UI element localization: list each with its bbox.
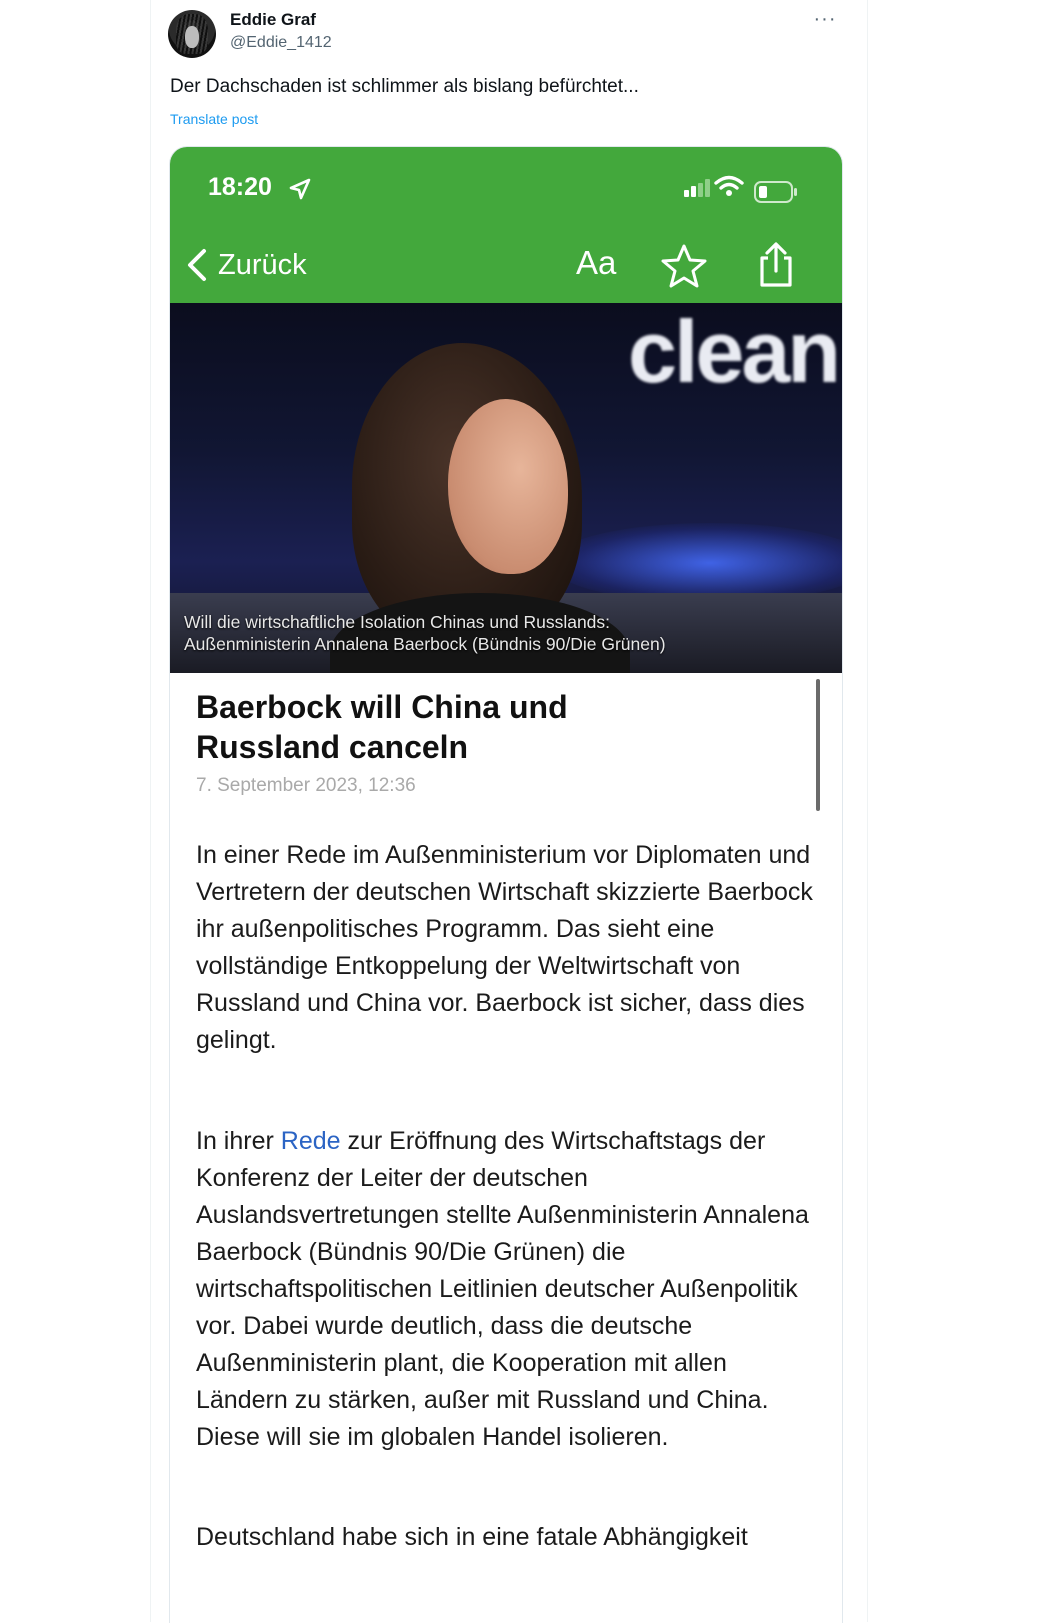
article-body — [170, 673, 842, 1623]
text-size-button[interactable]: Aa — [576, 244, 617, 281]
tweet-media-image[interactable] — [169, 146, 843, 1623]
chevron-left-icon — [184, 247, 214, 283]
article-paragraph: In einer Rede im Außenministerium vor Diplomaten und Vertretern der deutschen Wirtschaft skizzierte Baerbock ihr außenpolitisches Programm. Das sieht eine vollständige Entkoppelung der Weltwirtschaft von Russland und China vor. Baerbock ist sicher, dass dies gelingt. — [196, 841, 813, 1054]
caption-line-2: Außenministerin Annalena Baerbock (Bündnis 90/Die Grünen) — [184, 634, 666, 654]
article-photo — [170, 303, 842, 673]
article-headline: Baerbock will China und Russland canceln — [196, 689, 568, 765]
location-arrow-icon — [288, 177, 312, 201]
star-icon[interactable] — [660, 243, 708, 289]
status-time: 18:20 — [208, 173, 272, 201]
app-nav-bar — [170, 227, 842, 303]
user-handle[interactable]: @Eddie_1412 — [230, 34, 332, 51]
wifi-icon — [714, 175, 744, 197]
rede-link[interactable]: Rede — [280, 1127, 341, 1155]
avatar[interactable] — [168, 10, 216, 58]
more-horizontal-icon[interactable]: ··· — [813, 8, 837, 30]
back-label: Zurück — [218, 248, 307, 281]
display-name[interactable]: Eddie Graf — [230, 10, 316, 29]
article-paragraph: In ihrer Rede zur Eröffnung des Wirtschaftstags der Konferenz der Leiter der deutschen Auslandsvertretungen stellte Außenministerin Annalena Baerbock (Bündnis 90/Die Grünen) die wirtschaftspolitischen Leitlinien deutscher Außenpolitik vor. Dabei wurde deutlich, dass die deutsche Außenministerin plant, die Kooperation mit allen Ländern zu stärken, außer mit Russland und China. Diese will sie im globalen Handel isolieren. — [196, 1127, 809, 1451]
back-button[interactable] — [184, 243, 307, 287]
tweet[interactable] — [150, 0, 868, 1622]
photo-background-word: clean — [628, 303, 839, 401]
share-icon[interactable] — [754, 241, 798, 289]
signal-icon — [684, 179, 712, 197]
article-date: 7. September 2023, 12:36 — [196, 775, 416, 796]
tweet-text: Der Dachschaden ist schlimmer als bislang befürchtet... — [170, 76, 639, 97]
battery-icon — [754, 181, 798, 203]
phone-status-bar — [170, 147, 842, 227]
photo-caption — [184, 611, 666, 655]
article-paragraph: Deutschland habe sich in eine fatale Abhängigkeit — [196, 1523, 748, 1551]
scrollbar[interactable] — [816, 679, 820, 811]
caption-line-1: Will die wirtschaftliche Isolation Chinas und Russlands: — [184, 612, 611, 632]
translate-post-link[interactable]: Translate post — [170, 111, 259, 127]
